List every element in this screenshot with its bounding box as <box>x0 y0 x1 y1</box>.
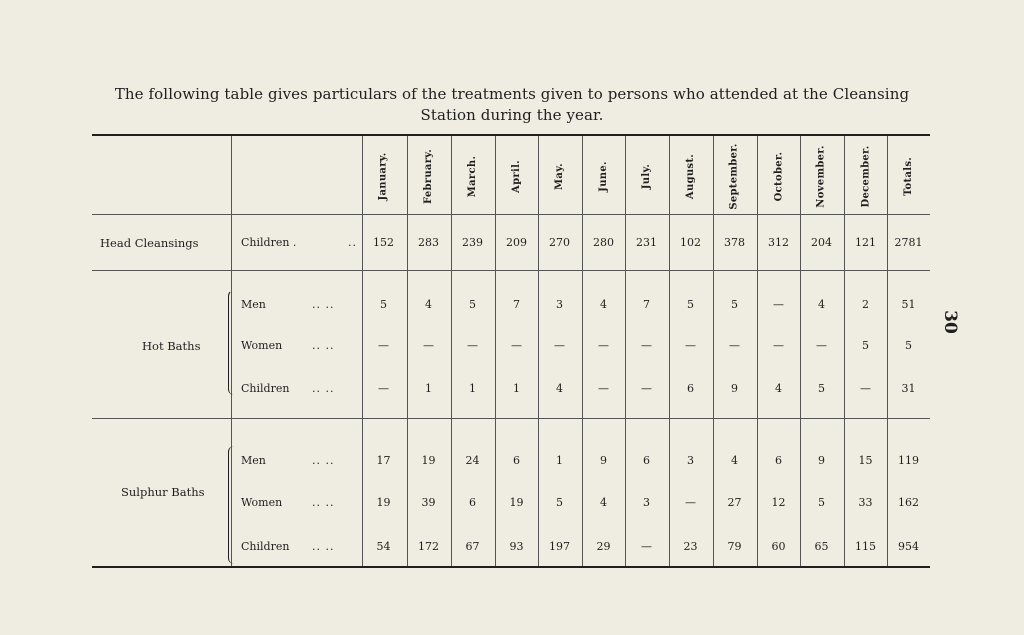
table-cell: — <box>378 339 389 352</box>
table-cell: 3 <box>556 298 563 311</box>
table-cell: 5 <box>905 339 912 352</box>
table-cell: 15 <box>858 454 873 467</box>
column-header-label: January. <box>378 151 390 201</box>
column-header <box>538 142 581 210</box>
table-cell: 51 <box>901 298 916 311</box>
table-cell: 4 <box>425 298 432 311</box>
table-cell: 23 <box>683 540 698 553</box>
table-cell: 19 <box>509 496 524 509</box>
table-cell: 4 <box>731 454 738 467</box>
column-header <box>451 142 494 210</box>
table-cell: 2781 <box>894 236 923 249</box>
table-cell: 270 <box>549 236 570 249</box>
table-cell: 954 <box>898 540 919 553</box>
table-cell: 3 <box>643 496 650 509</box>
table-caption: The following table gives particulars of the treatments given to persons who attended at the Cleansing Station during the year. <box>114 85 910 124</box>
table-top-rule <box>92 134 930 136</box>
table-cell: 1 <box>556 454 563 467</box>
column-header-label: August. <box>685 153 696 199</box>
row-separator <box>92 270 930 271</box>
table-cell: — <box>378 382 389 395</box>
table-cell: 102 <box>680 236 701 249</box>
table-cell: 5 <box>731 298 738 311</box>
row-label: Children <box>241 540 290 553</box>
table-cell: — <box>641 382 652 395</box>
table-cell: 7 <box>513 298 520 311</box>
table-cell: 231 <box>636 236 657 249</box>
row-label: Children . <box>241 236 297 249</box>
table-cell: 4 <box>600 298 607 311</box>
brace-hot-baths <box>228 290 239 395</box>
group-label-head-cleansings: Head Cleansings <box>100 236 199 250</box>
table-cell: — <box>773 339 784 352</box>
table-cell: — <box>554 339 565 352</box>
table-cell: — <box>598 339 609 352</box>
table-cell: 4 <box>600 496 607 509</box>
table-cell: 7 <box>643 298 650 311</box>
row-label: Men <box>241 298 266 311</box>
table-cell: 204 <box>811 236 832 249</box>
table-cell: — <box>729 339 740 352</box>
table-cell: 12 <box>771 496 786 509</box>
table-cell: — <box>641 540 652 553</box>
row-separator <box>92 418 930 419</box>
column-header-label: October. <box>773 151 784 201</box>
table-cell: 9 <box>600 454 607 467</box>
table-cell: 378 <box>724 236 745 249</box>
column-header <box>495 142 538 210</box>
table-cell: — <box>816 339 827 352</box>
brace-sulphur-baths <box>228 446 239 564</box>
table-cell: 172 <box>418 540 439 553</box>
table-cell: 119 <box>898 454 919 467</box>
table-cell: 65 <box>814 540 829 553</box>
table-cell: 19 <box>421 454 436 467</box>
table-cell: 5 <box>862 339 869 352</box>
table-cell: 54 <box>376 540 391 553</box>
table-cell: 280 <box>593 236 614 249</box>
table-cell: 5 <box>818 496 825 509</box>
table-cell: 6 <box>469 496 476 509</box>
column-header <box>362 142 405 210</box>
table-cell: 121 <box>855 236 876 249</box>
table-cell: — <box>423 339 434 352</box>
column-header <box>844 142 887 210</box>
table-cell: 197 <box>549 540 570 553</box>
column-header-label: July. <box>640 163 652 189</box>
table-cell: 6 <box>643 454 650 467</box>
table-cell: 93 <box>509 540 524 553</box>
column-header <box>582 142 625 210</box>
table-cell: 5 <box>556 496 563 509</box>
leader-dots: .. .. <box>312 454 335 467</box>
column-header <box>625 142 668 210</box>
table-cell: 5 <box>818 382 825 395</box>
table-cell: 6 <box>687 382 694 395</box>
table-cell: 5 <box>380 298 387 311</box>
table-cell: — <box>467 339 478 352</box>
table-cell: 19 <box>376 496 391 509</box>
table-cell: 24 <box>465 454 480 467</box>
column-header <box>800 142 843 210</box>
table-cell: 5 <box>469 298 476 311</box>
table-cell: 239 <box>462 236 483 249</box>
table-cell: 6 <box>513 454 520 467</box>
table-cell: — <box>685 496 696 509</box>
table-cell: — <box>598 382 609 395</box>
leader-dots: .. .. <box>312 382 335 395</box>
table-cell: 9 <box>818 454 825 467</box>
column-header-label: November. <box>816 144 828 208</box>
column-header-label: June. <box>598 160 609 192</box>
table-cell: 1 <box>469 382 476 395</box>
table-cell: 31 <box>901 382 916 395</box>
table-cell: 9 <box>731 382 738 395</box>
table-cell: — <box>685 339 696 352</box>
table-cell: 4 <box>556 382 563 395</box>
leader-dots: .. <box>348 236 357 249</box>
table-cell: 115 <box>855 540 876 553</box>
row-separator <box>92 214 930 215</box>
column-header <box>713 142 756 210</box>
column-header <box>757 142 800 210</box>
leader-dots: .. .. <box>312 339 335 352</box>
table-cell: 39 <box>421 496 436 509</box>
column-header-label: May. <box>554 162 565 190</box>
group-label-sulphur-baths: Sulphur Baths <box>121 485 205 499</box>
column-header-label: February. <box>423 148 435 204</box>
table-cell: — <box>641 339 652 352</box>
row-label: Men <box>241 454 266 467</box>
row-label: Women <box>241 496 283 509</box>
table-cell: — <box>860 382 871 395</box>
table-bottom-rule <box>92 566 930 568</box>
table-cell: — <box>773 298 784 311</box>
table-cell: 152 <box>373 236 394 249</box>
table-cell: 6 <box>775 454 782 467</box>
group-label-hot-baths: Hot Baths <box>142 339 201 353</box>
row-label: Children <box>241 382 290 395</box>
leader-dots: .. .. <box>312 298 335 311</box>
table-cell: 4 <box>775 382 782 395</box>
table-cell: 3 <box>687 454 694 467</box>
column-header-label: April. <box>511 159 522 193</box>
table-cell: 283 <box>418 236 439 249</box>
column-header <box>407 142 450 210</box>
table-cell: 4 <box>818 298 825 311</box>
table-cell: 17 <box>376 454 391 467</box>
table-cell: 2 <box>862 298 869 311</box>
column-header-label: December. <box>860 145 872 207</box>
table-cell: 1 <box>425 382 432 395</box>
table-cell: 67 <box>465 540 480 553</box>
table-cell: 27 <box>727 496 742 509</box>
column-header <box>887 142 930 210</box>
column-header-label: March. <box>467 155 478 197</box>
table-cell: 1 <box>513 382 520 395</box>
table-cell: 312 <box>768 236 789 249</box>
table-cell: 209 <box>506 236 527 249</box>
table-cell: 79 <box>727 540 742 553</box>
leader-dots: .. .. <box>312 540 335 553</box>
row-label: Women <box>241 339 283 352</box>
table-cell: — <box>511 339 522 352</box>
column-header <box>669 142 712 210</box>
table-cell: 29 <box>596 540 611 553</box>
table-cell: 33 <box>858 496 873 509</box>
page-number: 30 <box>939 310 960 334</box>
column-header-label: September. <box>729 142 741 210</box>
table-cell: 162 <box>898 496 919 509</box>
column-header-label: Totals. <box>902 156 914 196</box>
table-cell: 5 <box>687 298 694 311</box>
leader-dots: .. .. <box>312 496 335 509</box>
table-cell: 60 <box>771 540 786 553</box>
